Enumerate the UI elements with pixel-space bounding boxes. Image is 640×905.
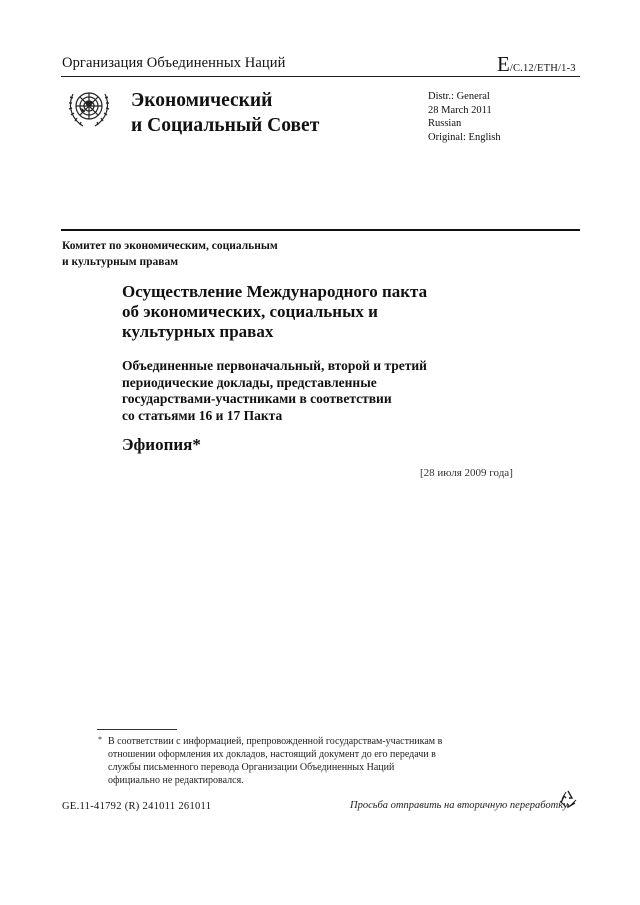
recycle-icon (557, 788, 579, 810)
footnote-rule (97, 729, 177, 730)
subtitle-line-1: Объединенные первоначальный, второй и третий (122, 358, 427, 373)
subtitle-line-4: со статьями 16 и 17 Пакта (122, 407, 283, 423)
recycle-note: Просьба отправить на вторичную переработку (350, 800, 568, 811)
footnote-mark: * (98, 735, 102, 744)
footnote (98, 735, 520, 787)
job-number: GE.11-41792 (R) 241011 261011 (62, 801, 212, 812)
subtitle-line-2: периодические доклады, представленные (122, 374, 377, 390)
committee-line-2: и культурным правам (62, 256, 179, 268)
symbol-letter: E (497, 52, 510, 76)
title-line-1: Осуществление Международного пакта (122, 282, 428, 301)
council-line-2: и Социальный Совет (131, 115, 320, 136)
report-date: [28 июля 2009 года] (420, 467, 513, 479)
distr-type: Distr.: General (428, 91, 490, 102)
footnote-line-2: отношении оформления их докладов, настоящий документ до его передачи в (108, 749, 436, 760)
country-heading: Эфиопия* (122, 435, 201, 454)
document-title (122, 282, 427, 342)
footnote-line-1: В соответствии с информацией, препровожденной государствам-участникам в (108, 736, 443, 747)
document-subtitle (122, 358, 427, 424)
council-name (131, 88, 319, 138)
footnote-line-3: службы письменного перевода Организации Объединенных Наций (108, 762, 395, 773)
committee-line-1: Комитет по экономическим, социальным (62, 240, 278, 252)
title-line-2: об экономических, социальных и (122, 302, 378, 321)
header-rule (61, 76, 580, 77)
distr-language: Russian (428, 118, 462, 129)
un-emblem-icon (65, 84, 113, 132)
title-line-3: культурных правах (122, 322, 274, 341)
distr-date: 28 March 2011 (428, 104, 492, 116)
committee-name (62, 238, 278, 270)
document-symbol (497, 52, 576, 77)
subtitle-line-3: государствами-участниками в соответствии (122, 391, 392, 406)
organization-name: Организация Объединенных Наций (62, 55, 286, 71)
section-rule (61, 229, 580, 231)
distribution-block (428, 90, 501, 144)
distr-original: Original: English (428, 131, 501, 143)
footnote-line-4: официально не редактировался. (108, 775, 244, 786)
council-line-1: Экономический (131, 90, 273, 111)
symbol-code: /C.12/ETH/1-3 (509, 63, 576, 74)
